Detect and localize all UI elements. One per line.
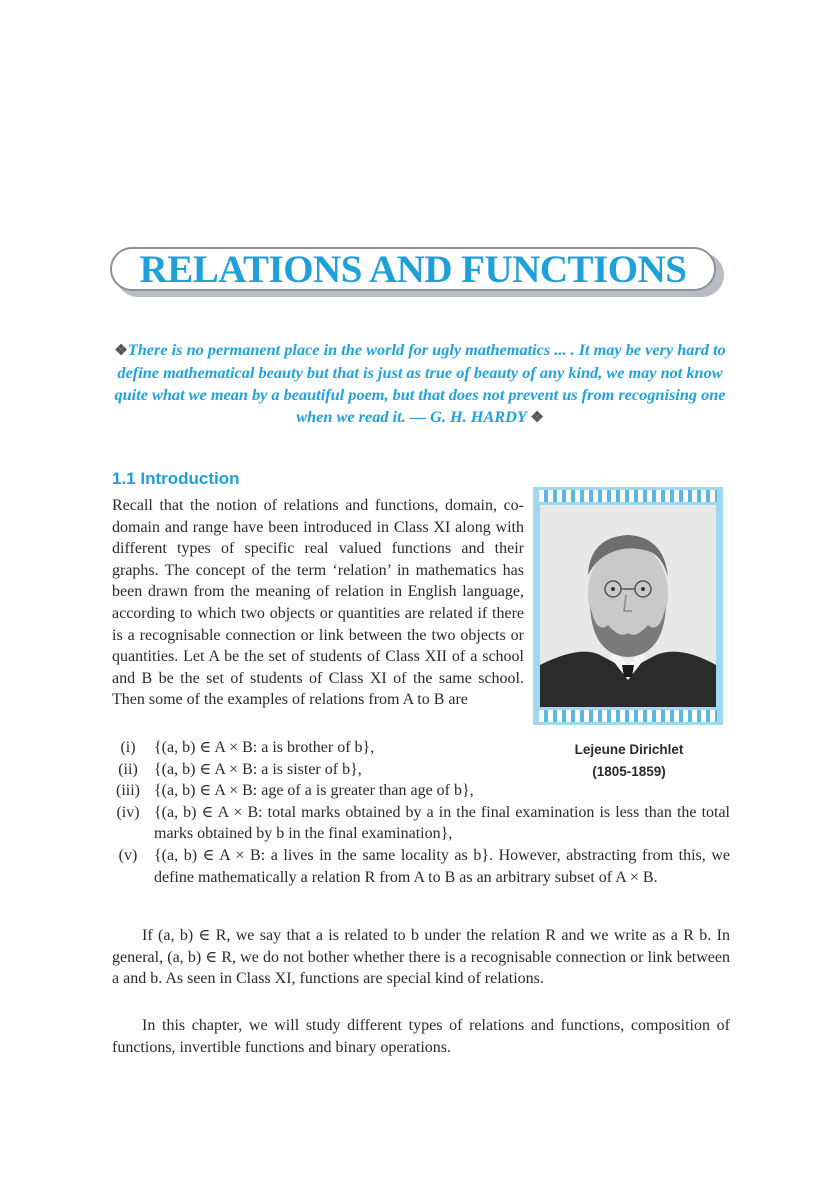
list-item [108,845,730,888]
portrait-photo [540,505,716,707]
section-heading: 1.1 Introduction [112,469,240,488]
list-item-text: {(a, b) ∈ A × B: a lives in the same locality as b}. However, abstracting from this, we define mathematically a relation R from A to B as an arbitrary subset of A × B. [154,846,730,886]
list-item-text: {(a, b) ∈ A × B: a is brother of b}, [154,739,375,756]
chapter-title-banner [110,247,724,297]
list-item-number: (i) [120,739,136,756]
portrait-years: (1805-1859) [592,764,666,779]
title-banner-frame [110,247,716,291]
ornament-left-icon: ❖ [114,343,128,359]
list-item [108,759,730,781]
frame-border-top [539,490,717,502]
list-item-text: {(a, b) ∈ A × B: age of a is greater than age of b}, [154,782,474,800]
relations-list [108,737,730,888]
list-item-number: (iii) [116,782,140,800]
list-item-text: {(a, b) ∈ A × B: a is sister of b}, [154,760,362,778]
portrait-frame [533,487,723,725]
portrait-illustration [540,505,716,707]
epigraph-quote [112,339,728,429]
frame-border-bottom [539,710,717,722]
list-item-number: (ii) [118,760,138,778]
quote-text: There is no permanent place in the world for ugly mathematics ... . It may be very hard to define mathematical beauty but that is just as true of beauty of any kind, we may not know quite what we mean by a beautiful poem, but that does not prevent us from recognising one when we read it. — G. H. HARDY [114,340,726,426]
chapter-overview-paragraph: In this chapter, we will study different types of relations and functions, composition of functions, invertible functions and binary operations. [112,1017,730,1056]
list-item [108,737,730,759]
relation-definition-paragraph: If (a, b) ∈ R, we say that a is related to b under the relation R and we write as a R b. In general, (a, b) ∈ R, we do not bother whether there is a recognisable connection or link between a and b. As seen in Class XI, functions are special kind of relations. [112,927,730,988]
intro-paragraph: Recall that the notion of relations and functions, domain, co-domain and range have been introduced in Class XI along with different types of specific real valued functions and their graphs. The concept of the term ‘relation’ in mathematics has been drawn from the meaning of relation in English language, according to which two objects or quantities are related if there is a recognisable connection or link between the two objects or quantities. Let A be the set of students of Class XII of a school and B be the set of students of Class XI of the same school. Then some of the examples of relations from A to B are [112,497,524,709]
portrait-name: Lejeune Dirichlet [574,742,684,757]
ornament-right-icon: ❖ [530,410,544,426]
list-item-text: {(a, b) ∈ A × B: total marks obtained by a in the final examination is less than the total marks obtained by b in the final examination}, [154,803,730,843]
list-item [108,802,730,845]
list-item-number: (v) [118,846,138,864]
chapter-title: RELATIONS AND FUNCTIONS [139,247,687,291]
list-item [108,780,730,802]
list-item-number: (iv) [116,803,140,821]
